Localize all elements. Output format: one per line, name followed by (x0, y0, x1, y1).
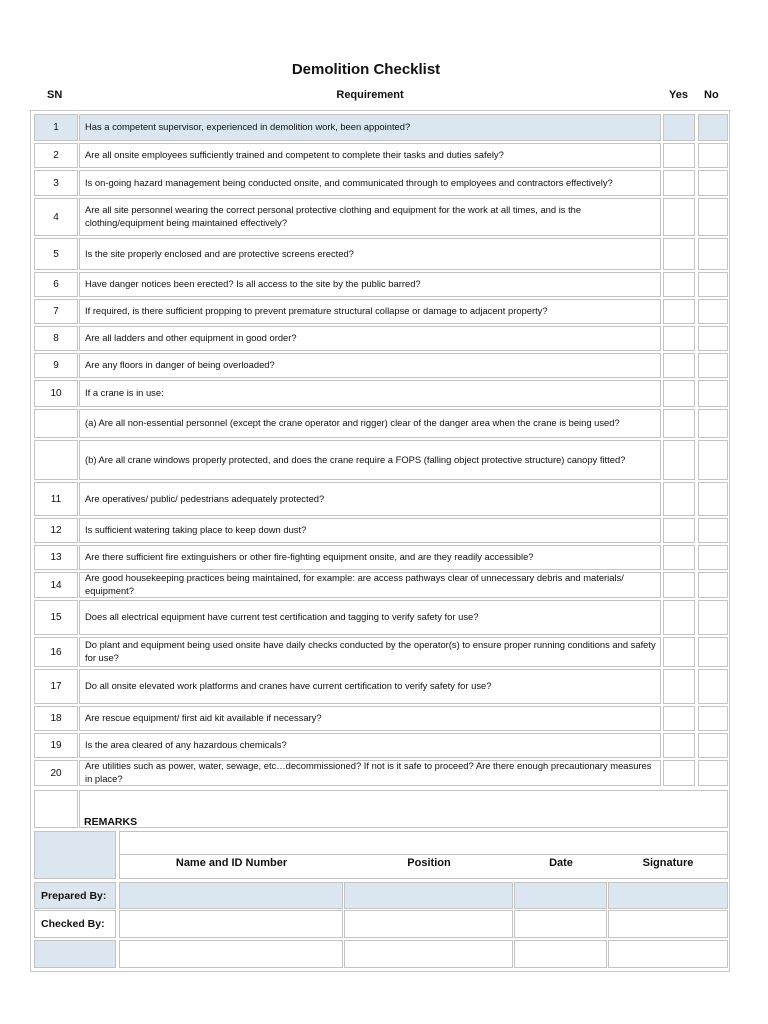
no-checkbox[interactable] (698, 170, 728, 196)
row-number: 17 (34, 669, 78, 704)
no-checkbox[interactable] (698, 353, 728, 378)
no-checkbox[interactable] (698, 440, 728, 480)
yes-checkbox[interactable] (663, 409, 695, 438)
no-checkbox[interactable] (698, 114, 728, 141)
signoff-col-date: Date (549, 857, 573, 869)
requirement-text: (a) Are all non-essential personnel (except the crane operator and rigger) clear of the danger area when the crane is being used? (79, 409, 661, 438)
column-header-no: No (704, 89, 719, 101)
yes-checkbox[interactable] (663, 572, 695, 598)
row-number (34, 409, 78, 438)
no-checkbox[interactable] (698, 299, 728, 324)
yes-checkbox[interactable] (663, 669, 695, 704)
row-number: 20 (34, 760, 78, 786)
checked-by-signature-field[interactable] (608, 910, 728, 938)
row-number: 5 (34, 238, 78, 270)
signoff-col-position: Position (407, 857, 451, 869)
yes-checkbox[interactable] (663, 637, 695, 667)
yes-checkbox[interactable] (663, 600, 695, 635)
requirement-text: Are operatives/ public/ pedestrians adequately protected? (79, 482, 661, 516)
no-checkbox[interactable] (698, 143, 728, 168)
no-checkbox[interactable] (698, 272, 728, 297)
extra-row-label (34, 940, 116, 968)
row-number: 9 (34, 353, 78, 378)
no-checkbox[interactable] (698, 238, 728, 270)
checked-by-date-field[interactable] (514, 910, 607, 938)
requirement-text: Do plant and equipment being used onsite have daily checks conducted by the operator(s) to ensure proper running conditions and safety for use? (79, 637, 661, 667)
extra-position-field[interactable] (344, 940, 513, 968)
row-number: 15 (34, 600, 78, 635)
requirement-text: Are rescue equipment/ first aid kit available if necessary? (79, 706, 661, 731)
requirement-text: Are all ladders and other equipment in good order? (79, 326, 661, 351)
yes-checkbox[interactable] (663, 143, 695, 168)
yes-checkbox[interactable] (663, 733, 695, 758)
requirement-text: Has a competent supervisor, experienced in demolition work, been appointed? (79, 114, 661, 141)
requirement-text: Are good housekeeping practices being maintained, for example: are access pathways clear of unnecessary debris and materials/ equipment? (79, 572, 661, 598)
prepared-by-position-field[interactable] (344, 882, 513, 909)
signoff-col-name: Name and ID Number (175, 857, 288, 869)
remarks-sn-cell (34, 790, 78, 828)
extra-date-field[interactable] (514, 940, 607, 968)
prepared-by-name-field[interactable] (119, 882, 343, 909)
signoff-title-row (119, 831, 728, 855)
requirement-text: (b) Are all crane windows properly protected, and does the crane require a FOPS (falling object protective structure) canopy fitted? (79, 440, 661, 480)
prepared-by-label: Prepared By: (34, 882, 116, 909)
yes-checkbox[interactable] (663, 760, 695, 786)
checked-by-name-field[interactable] (119, 910, 343, 938)
requirement-text: If required, is there sufficient propping to prevent premature structural collapse or damage to adjacent property? (79, 299, 661, 324)
no-checkbox[interactable] (698, 706, 728, 731)
row-number: 4 (34, 198, 78, 236)
requirement-text: Is on-going hazard management being conducted onsite, and communicated through to employees and contractors effectively? (79, 170, 661, 196)
signoff-col-signature: Signature (642, 857, 694, 869)
requirement-text: Are any floors in danger of being overloaded? (79, 353, 661, 378)
yes-checkbox[interactable] (663, 518, 695, 543)
yes-checkbox[interactable] (663, 299, 695, 324)
row-number: 10 (34, 380, 78, 407)
yes-checkbox[interactable] (663, 706, 695, 731)
requirement-text: Is the site properly enclosed and are protective screens erected? (79, 238, 661, 270)
no-checkbox[interactable] (698, 733, 728, 758)
yes-checkbox[interactable] (663, 545, 695, 570)
remarks-label: REMARKS (84, 816, 138, 828)
no-checkbox[interactable] (698, 198, 728, 236)
no-checkbox[interactable] (698, 760, 728, 786)
extra-signature-field[interactable] (608, 940, 728, 968)
no-checkbox[interactable] (698, 669, 728, 704)
column-header-requirement: Requirement (336, 89, 404, 101)
no-checkbox[interactable] (698, 518, 728, 543)
requirement-text: Are all site personnel wearing the correct personal protective clothing and equipment for the work at all times, and is the clothing/equipment being maintained effectively? (79, 198, 661, 236)
row-number: 18 (34, 706, 78, 731)
yes-checkbox[interactable] (663, 482, 695, 516)
yes-checkbox[interactable] (663, 198, 695, 236)
requirement-text: Is the area cleared of any hazardous chemicals? (79, 733, 661, 758)
yes-checkbox[interactable] (663, 170, 695, 196)
checked-by-position-field[interactable] (344, 910, 513, 938)
row-number: 2 (34, 143, 78, 168)
row-number: 19 (34, 733, 78, 758)
yes-checkbox[interactable] (663, 326, 695, 351)
row-number: 14 (34, 572, 78, 598)
prepared-by-signature-field[interactable] (608, 882, 728, 909)
remarks-field[interactable] (79, 790, 728, 828)
page-title: Demolition Checklist (291, 61, 441, 78)
row-number: 6 (34, 272, 78, 297)
yes-checkbox[interactable] (663, 238, 695, 270)
no-checkbox[interactable] (698, 600, 728, 635)
row-number: 11 (34, 482, 78, 516)
row-number (34, 440, 78, 480)
prepared-by-date-field[interactable] (514, 882, 607, 909)
row-number: 1 (34, 114, 78, 141)
no-checkbox[interactable] (698, 482, 728, 516)
row-number: 7 (34, 299, 78, 324)
requirement-text: Is sufficient watering taking place to keep down dust? (79, 518, 661, 543)
requirement-text: Does all electrical equipment have current test certification and tagging to verify safety for use? (79, 600, 661, 635)
yes-checkbox[interactable] (663, 380, 695, 407)
column-header-sn: SN (47, 89, 63, 101)
no-checkbox[interactable] (698, 409, 728, 438)
no-checkbox[interactable] (698, 380, 728, 407)
row-number: 13 (34, 545, 78, 570)
extra-name-field[interactable] (119, 940, 343, 968)
checked-by-label: Checked By: (34, 910, 116, 938)
row-number: 3 (34, 170, 78, 196)
requirement-text: Do all onsite elevated work platforms and cranes have current certification to verify safety for use? (79, 669, 661, 704)
yes-checkbox[interactable] (663, 353, 695, 378)
yes-checkbox[interactable] (663, 440, 695, 480)
no-checkbox[interactable] (698, 637, 728, 667)
yes-checkbox[interactable] (663, 272, 695, 297)
no-checkbox[interactable] (698, 545, 728, 570)
requirement-text: If a crane is in use: (79, 380, 661, 407)
row-number: 8 (34, 326, 78, 351)
signoff-corner-cell (34, 831, 116, 879)
column-header-yes: Yes (669, 89, 688, 101)
requirement-text: Are utilities such as power, water, sewage, etc…decommissioned? If not is it safe to proceed? Are there enough precautionary measures in place? (79, 760, 661, 786)
requirement-text: Are all onsite employees sufficiently trained and competent to complete their tasks and duties safely? (79, 143, 661, 168)
no-checkbox[interactable] (698, 326, 728, 351)
row-number: 12 (34, 518, 78, 543)
yes-checkbox[interactable] (663, 114, 695, 141)
requirement-text: Are there sufficient fire extinguishers or other fire-fighting equipment onsite, and are they readily accessible? (79, 545, 661, 570)
row-number: 16 (34, 637, 78, 667)
requirement-text: Have danger notices been erected? Is all access to the site by the public barred? (79, 272, 661, 297)
no-checkbox[interactable] (698, 572, 728, 598)
